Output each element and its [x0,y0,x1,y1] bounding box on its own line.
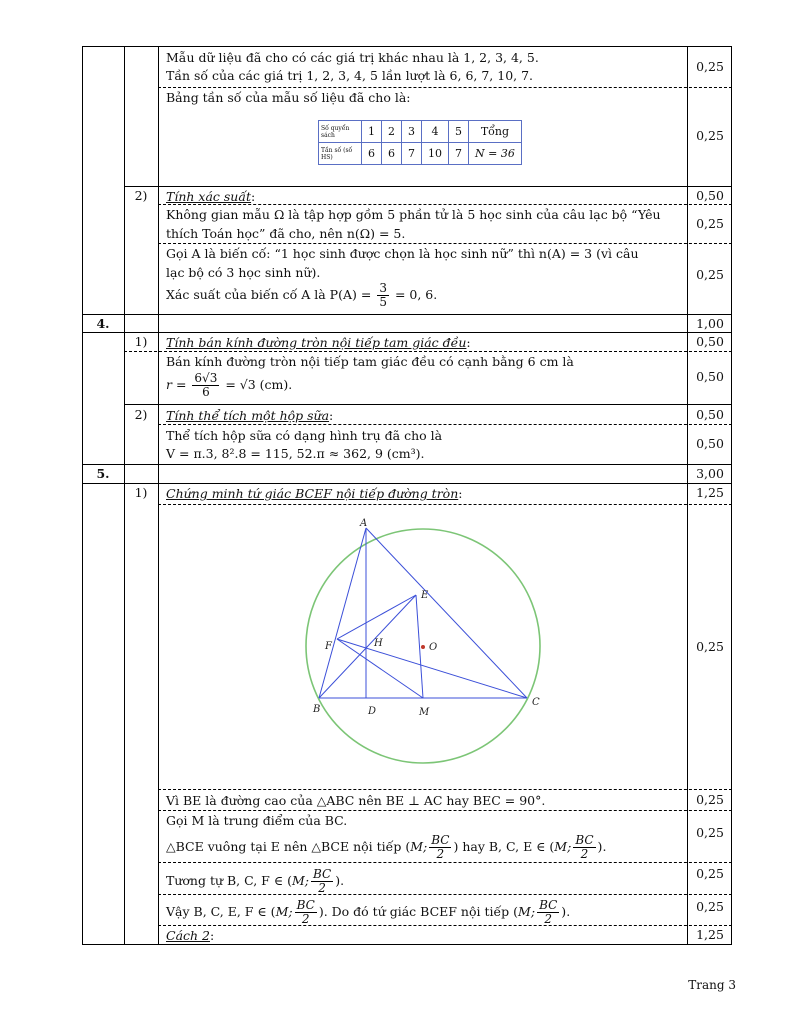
q5-m-line2 [166,834,606,861]
row-divider [82,483,732,484]
heading-colon: : [329,408,334,423]
freq-count: 7 [449,143,469,165]
score-cell: 0,50 [696,188,724,203]
frac-denominator: 2 [544,912,552,926]
heading-text: Cách 2 [166,928,210,943]
frac-denominator: 2 [301,912,310,926]
heading-text: Tính thể tích một hộp sữa [166,408,330,423]
prob-fraction [377,282,389,309]
conclusion-mid: . Do đó tứ giác BCEF nội tiếp [323,904,510,919]
circ-lead: M; [410,839,428,854]
q3-table-intro: Bảng tần số của mẫu số liệu đã cho là: [166,90,411,105]
circle-notation: (M; $\frac{BC}{2}$ ) [405,833,459,861]
frac-numerator: 6√3 [194,371,218,385]
row-divider [82,314,732,315]
circle-notation: (M; $\frac{BC}{2}$ ) [287,867,341,895]
score-cell: 0,25 [696,792,724,807]
prob-suffix: = 0, 6. [394,287,438,302]
question-number: 4. [96,316,110,331]
score-cell: 0,25 [696,59,724,74]
freq-total-label: Tổng [469,121,522,143]
row-divider [124,404,732,405]
table-border-bottom [82,944,732,945]
score-cell: 3,00 [696,466,724,481]
formula-prefix: r = [166,377,187,392]
row-divider [124,186,732,187]
freq-count: 10 [422,143,449,165]
score-cell: 0,50 [696,436,724,451]
freq-value: 5 [449,121,469,143]
segment-fe [337,595,416,639]
table-border-top [82,46,732,47]
circ-lead: M; [518,904,536,919]
conclusion-prefix: Vậy B, C, E, F ∈ [166,904,267,919]
question-number: 5. [96,466,110,481]
score-cell: 0,25 [696,216,724,231]
frac-denominator: 2 [318,881,326,895]
q5-be-line: Vì BE là đường cao của △ABC nên BE ⊥ AC hay BEC = 90°. [166,793,546,808]
circle-notation: (M; $\frac{BC}{2}$ ) [513,898,567,926]
label-b: B [313,704,321,715]
score-cell: 0,25 [696,639,724,654]
freq-row-label: Tần số (số HS) [319,143,362,165]
frac-denominator: 2 [580,847,589,861]
circle-notation: (M; $\frac{BC}{2}$ ) [270,898,324,926]
score-cell: 0,50 [696,334,724,349]
q4-part2-line1: Thể tích hộp sữa có dạng hình trụ đã cho là [166,428,443,443]
circ-lead: M; [554,839,572,854]
dashed-separator [158,243,732,244]
geometry-figure [292,516,562,776]
freq-row-label: Số quyển sách [319,121,362,143]
page-number: Trang 3 [688,978,736,992]
q3-part2-heading [166,188,255,205]
frac-denominator: 6 [202,385,210,399]
dashed-separator [158,862,732,863]
score-cell: 0,50 [696,407,724,422]
circle-fraction [311,868,333,895]
q5-conclusion-line [166,899,570,926]
heading-colon: : [466,335,471,350]
table-border-left [82,46,83,945]
label-h: H [374,638,383,649]
frac-numerator: BC [575,833,594,847]
heading-colon: : [251,189,256,204]
dashed-separator [124,351,732,352]
label-c: C [532,697,540,708]
circ-lead: M; [291,873,309,888]
row-divider [82,332,732,333]
part-number: 2) [134,188,148,203]
frac-denominator: 2 [436,847,445,861]
dashed-separator [158,810,732,811]
frac-numerator: BC [431,833,450,847]
label-m: M [419,707,430,718]
m-line2-prefix: △BCE vuông tại E nên △BCE nội tiếp [166,839,402,854]
freq-count: 7 [402,143,422,165]
q4-part1-formula [166,372,292,399]
score-cell: 0,25 [696,128,724,143]
radius-fraction [192,372,219,399]
label-f: F [325,641,332,652]
frac-numerator: BC [539,898,558,912]
similar-end: . [340,873,345,888]
m-line2-mid: hay B, C, E ∈ [462,839,546,854]
part-number: 1) [134,485,148,500]
label-a: A [360,518,368,529]
score-cell: 1,25 [696,485,724,500]
dashed-separator [158,424,732,425]
freq-value: 4 [422,121,449,143]
q4-part1-line1: Bán kính đường tròn nội tiếp tam giác đều có cạnh bằng 6 cm là [166,354,574,369]
score-cell: 1,00 [696,316,724,331]
circle-fraction [537,899,559,926]
q4-part2-line2: V = π.3, 8².8 = 115, 52.π ≈ 362, 9 (cm³). [166,446,425,461]
label-o: O [429,642,438,653]
q5-m-line1: Gọi M là trung điểm của BC. [166,813,348,828]
score-cell: 0,25 [696,899,724,914]
answer-table [82,46,732,945]
conclusion-end: . [566,904,571,919]
prob-prefix: Xác suất của biến cố A là P(A) = [166,287,372,302]
q4-part2-heading [166,407,333,424]
score-cell: 0,25 [696,825,724,840]
part-number: 1) [134,334,148,349]
q4-part1-heading [166,334,471,351]
center-point [421,645,425,649]
m-line2-end: . [602,839,607,854]
label-d: D [368,706,377,717]
q3-part2-line4: lạc bộ có 3 học sinh nữ). [166,265,321,280]
circle-fraction [295,899,317,926]
heading-colon: : [458,486,463,501]
dashed-separator [158,789,732,790]
heading-text: Tính bán kính đường tròn nội tiếp tam giác đều [166,335,467,350]
circ-lead: M; [275,904,293,919]
q5-similar-line [166,868,344,895]
circle-notation: (M; $\frac{BC}{2}$ ) [549,833,603,861]
part-number: 2) [134,407,148,422]
freq-count: 6 [362,143,382,165]
row-divider [82,464,732,465]
score-cell: 0,25 [696,866,724,881]
q3-part2-line1: Không gian mẫu Ω là tập hợp gồm 5 phần tử là 5 học sinh của câu lạc bộ “Yêu [166,207,661,222]
q3-freq-text: Tần số của các giá trị 1, 2, 3, 4, 5 lần lượt là 6, 6, 7, 10, 7. [166,68,534,83]
label-e: E [421,590,429,601]
q3-part2-line5 [166,282,437,309]
dashed-separator [158,87,732,88]
score-cell: 0,25 [696,267,724,282]
heading-text: Tính xác suất [166,189,252,204]
circle-fraction [429,834,451,861]
freq-value: 2 [382,121,402,143]
score-cell: 0,50 [696,369,724,384]
freq-value: 3 [402,121,422,143]
frequency-table [318,120,522,165]
formula-suffix: = √3 (cm). [225,377,293,392]
frac-numerator: BC [312,867,332,881]
similar-prefix: Tương tự B, C, F ∈ [166,873,284,888]
q3-part2-line2: thích Toán học” đã cho, nên n(Ω) = 5. [166,226,406,241]
q3-mode-text: Mẫu dữ liệu đã cho có các giá trị khác nhau là 1, 2, 3, 4, 5. [166,50,539,65]
q5-part1-heading [166,485,462,502]
frac-numerator: BC [296,898,315,912]
circle-fraction [573,834,595,861]
frac-numerator: 3 [379,281,387,295]
heading-text: Chứng minh tứ giác BCEF nội tiếp đường tròn [166,486,459,501]
freq-total: N = 36 [469,143,522,165]
freq-value: 1 [362,121,382,143]
freq-count: 6 [382,143,402,165]
q5-cach2-heading [166,927,214,944]
score-cell: 1,25 [696,927,724,942]
dashed-separator [158,504,732,505]
q3-part2-line3: Gọi A là biến cố: “1 học sinh được chọn là học sinh nữ” thì n(A) = 3 (vì câu [166,246,639,261]
heading-colon: : [210,928,215,943]
frac-denominator: 5 [379,295,387,309]
